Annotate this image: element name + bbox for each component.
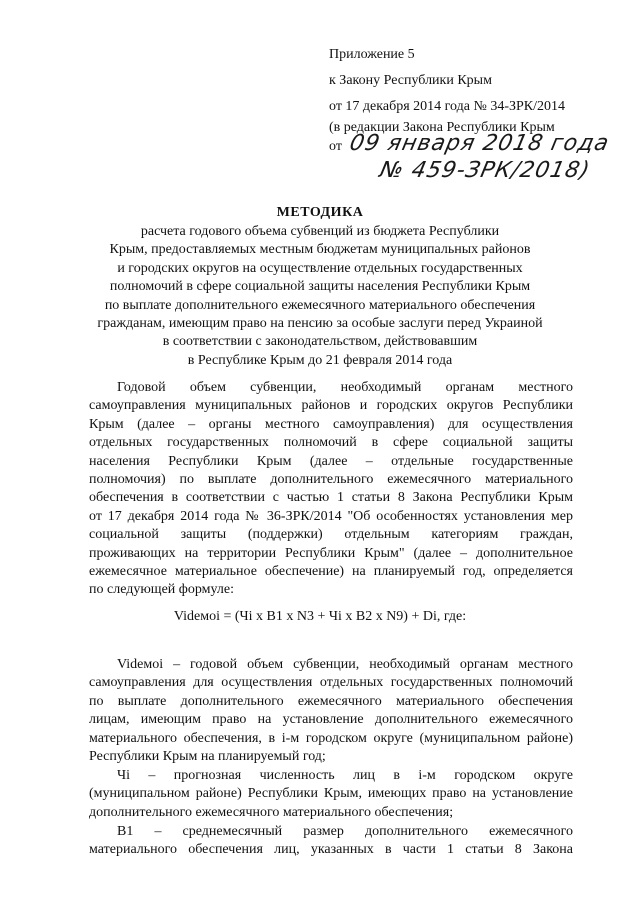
appendix-header (329, 44, 619, 138)
subtitle-line: расчета годового объема субвенций из бюджета Республики (140, 224, 500, 239)
edition-date-prefix: от (329, 139, 342, 154)
subtitle-line: по выплате дополнительного ежемесячного материального обеспечения (104, 297, 536, 313)
paragraph-videmo-definition (89, 656, 573, 766)
paragraph-subvention-volume (89, 379, 573, 600)
document-subtitle (90, 223, 550, 370)
appendix-number: Приложение 5 (329, 47, 415, 62)
paragraph-line: по выплате дополнительного ежемесячного материального обеспечения (89, 693, 573, 709)
paragraph-line: обеспечения в соответствии с частью 1 статьи 8 Закона Республики Крым (89, 490, 573, 506)
document-title: МЕТОДИКА (276, 205, 364, 220)
subtitle-line: Крым, предоставляемых местным бюджетам муниципальных районов (109, 242, 531, 258)
subtitle-line: гражданам, имеющим право на пенсию за особые заслуги перед Украиной (97, 316, 543, 332)
paragraph-line: отдельных государственных полномочий в сфере социальной защиты (89, 435, 573, 451)
paragraph-line: по следующей формуле: (89, 582, 234, 598)
paragraph-line: от 17 декабря 2014 года № 36-ЗРК/2014 "Об особенностях установления мер (89, 508, 573, 524)
paragraph-line: Годовой объем субвенции, необходимый органам местного (117, 380, 573, 395)
paragraph-line: ежемесячное материальное обеспечение) на планируемый год, определяется (89, 564, 573, 580)
paragraph-line: дополнительного ежемесячного материального обеспечения; (89, 804, 454, 820)
paragraph-line: Vidемоi – годовой объем субвенции, необходимый органам местного (117, 657, 573, 672)
paragraph-line: материального обеспечения лиц, указанных в части 1 статьи 8 Закона (89, 842, 573, 858)
subtitle-line: и городских округов на осуществление отдельных государственных (117, 260, 523, 276)
paragraph-line: Крым (далее – органы местного самоуправления) для осуществления (89, 416, 573, 432)
paragraph-b1-definition (89, 823, 573, 860)
edition-note: (в редакции Закона Республики Крым (329, 120, 555, 135)
handwritten-law-number: № 459-ЗРК/2018) (377, 158, 593, 183)
paragraph-line: материального обеспечения, в i-м городском округе (муниципальном районе) (89, 730, 573, 746)
paragraph-line: проживающих на территории Республики Крым" (далее – дополнительное (89, 545, 573, 561)
paragraph-line: социальной защиты (поддержки) отдельным категориям граждан, (89, 527, 573, 543)
paragraph-line: лицам, имеющим право на установление дополнительного ежемесячного (89, 712, 573, 728)
handwritten-date: 09 января 2018 года (347, 131, 612, 156)
subtitle-line: в соответствии с законодательством, действовавшим (162, 334, 478, 350)
law-reference: к Закону Республики Крым (329, 73, 492, 88)
paragraph-line: населения Республики Крым (далее – отдельные государственные (89, 453, 573, 469)
paragraph-line: В1 – среднемесячный размер дополнительного ежемесячного (117, 824, 573, 839)
paragraph-line: самоуправления муниципальных районов и городских округов Республики (89, 398, 573, 414)
paragraph-line: самоуправления для осуществления отдельных государственных полномочий (89, 675, 573, 691)
paragraph-line: полномочия) по выплате дополнительного ежемесячного материального (89, 472, 573, 488)
paragraph-line: (муниципальном районе) Республики Крым, имеющих право на установление (89, 786, 573, 802)
law-date-number: от 17 декабря 2014 года № 34-ЗРК/2014 (329, 99, 566, 114)
subtitle-line: в Республике Крым до 21 февраля 2014 года (187, 352, 453, 368)
subtitle-line: полномочий в сфере социальной защиты населения Республики Крым (109, 279, 531, 295)
formula: Vidемоi = (Чi x В1 x N3 + Чi x В2 x N9) + Di, где: (173, 609, 467, 624)
paragraph-line: Республики Крым на планируемый год; (89, 749, 326, 765)
paragraph-line: Чi – прогнозная численность лиц в i-м городском округе (117, 768, 573, 783)
paragraph-chi-definition (89, 767, 573, 822)
